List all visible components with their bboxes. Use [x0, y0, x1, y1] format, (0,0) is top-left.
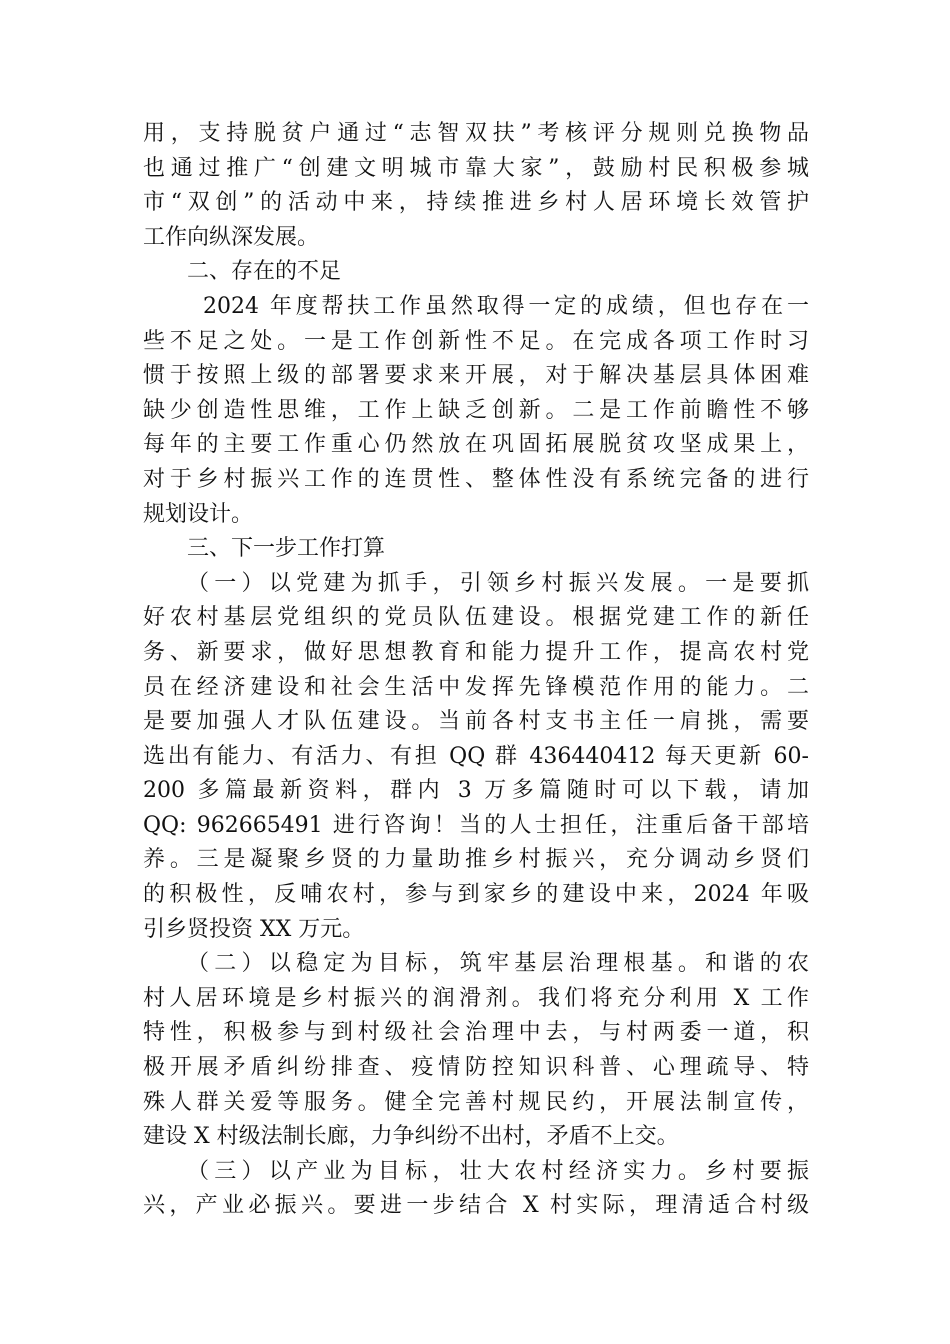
text-line: 好农村基层党组织的党员队伍建设。根据党建工作的新任: [143, 605, 809, 631]
text-line: 特性，积极参与到村级社会治理中去，与村两委一道，积: [143, 1020, 809, 1046]
text-line: 200 多篇最新资料，群内 3 万多篇随时可以下载，请加: [143, 778, 809, 804]
text-line: 每年的主要工作重心仍然放在巩固拓展脱贫攻坚成果上，: [143, 432, 809, 458]
text-line: QQ: 962665491 进行咨询！当的人士担任，注重后备干部培: [143, 812, 809, 838]
text-line: 用，支持脱贫户通过“志智双扶”考核评分规则兑换物品: [143, 121, 809, 146]
text-line: 也通过推广“创建文明城市靠大家”，鼓励村民积极参城: [143, 155, 809, 181]
text-line: 对于乡村振兴工作的连贯性、整体性没有系统完备的进行: [143, 466, 809, 492]
paragraph-party-building: [143, 567, 809, 948]
text-line: 选出有能力、有活力、有担 QQ 群 436440412 每天更新 60-: [143, 743, 809, 769]
section-heading-shortcomings: 二、存在的不足: [187, 259, 342, 285]
text-line: 极开展矛盾纠纷排查、疫情防控知识科普、心理疏导、特: [143, 1055, 809, 1081]
text-line: 建设 X 村级法制长廊，力争纠纷不出村，矛盾不上交。: [143, 1124, 679, 1150]
text-line: 员在经济建设和社会生活中发挥先锋模范作用的能力。二: [143, 674, 809, 700]
text-line: 的积极性，反哺农村，参与到家乡的建设中来，2024 年吸: [143, 882, 809, 908]
text-line: 殊人群关爱等服务。健全完善村规民约，开展法制宣传，: [143, 1089, 809, 1115]
paragraph-shortcomings: [143, 290, 809, 532]
text-line: （一）以党建为抓手，引领乡村振兴发展。一是要抓: [187, 570, 809, 596]
text-line: 些不足之处。一是工作创新性不足。在完成各项工作时习: [143, 328, 809, 354]
text-line: 养。三是凝聚乡贤的力量助推乡村振兴，充分调动乡贤们: [143, 847, 809, 873]
text-line: 规划设计。: [143, 501, 254, 527]
text-line: 村人居环境是乡村振兴的润滑剂。我们将充分利用 X 工作: [143, 985, 809, 1011]
text-line: 工作向纵深发展。: [143, 224, 320, 250]
paragraph-industry: [143, 1155, 809, 1224]
paragraph-environment: [143, 117, 809, 255]
text-line: （二）以稳定为目标，筑牢基层治理根基。和谐的农: [187, 951, 809, 977]
text-line: （三）以产业为目标，壮大农村经济实力。乡村要振: [187, 1158, 809, 1184]
text-line: 2024 年度帮扶工作虽然取得一定的成绩，但也存在一: [203, 293, 809, 319]
text-line: 惯于按照上级的部署要求来开展，对于解决基层具体困难: [143, 363, 809, 389]
section-heading-next-steps: 三、下一步工作打算: [187, 536, 386, 562]
text-line: 兴，产业必振兴。要进一步结合 X 村实际，理清适合村级: [143, 1193, 809, 1219]
text-line: 缺少创造性思维，工作上缺乏创新。二是工作前瞻性不够: [143, 397, 809, 423]
text-line: 务、新要求，做好思想教育和能力提升工作，提高农村党: [143, 639, 809, 665]
text-line: 引乡贤投资 XX 万元。: [143, 916, 365, 942]
paragraph-stability: [143, 947, 809, 1155]
text-line: 市“双创”的活动中来，持续推进乡村人居环境长效管护: [143, 190, 809, 216]
text-line: 是要加强人才队伍建设。当前各村支书主任一肩挑，需要: [143, 709, 809, 735]
document-body: [143, 117, 809, 1224]
